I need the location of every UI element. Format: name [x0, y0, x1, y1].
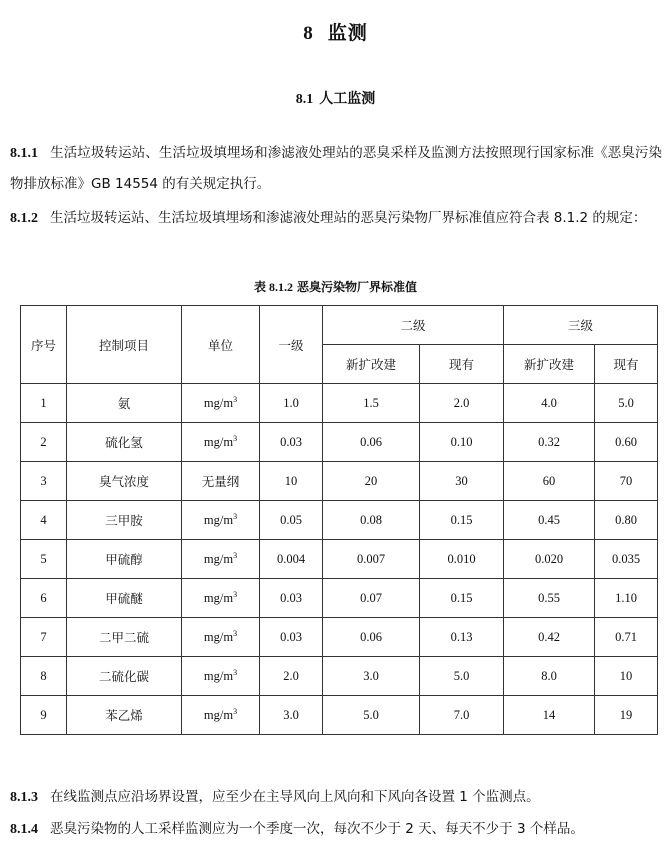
- cell-seq: 7: [21, 618, 67, 657]
- cell-level3-new: 14: [504, 696, 595, 735]
- cell-seq: 2: [21, 423, 67, 462]
- table-row: [21, 657, 658, 696]
- cell-level3-existing: 0.60: [595, 423, 658, 462]
- cell-item: 氨: [67, 384, 182, 423]
- cell-seq: 9: [21, 696, 67, 735]
- cell-item: 二甲二硫: [67, 618, 182, 657]
- table-row: [21, 501, 658, 540]
- cell-level3-new: 0.45: [504, 501, 595, 540]
- clause-number: 8.1.1: [10, 146, 38, 161]
- section-title: 人工监测: [319, 91, 376, 107]
- cell-unit: $mg/m^3$: [182, 618, 260, 657]
- table-caption-number: 表 8.1.2: [253, 280, 293, 294]
- clause-number: 8.1.4: [10, 822, 38, 837]
- clause-number: 8.1.3: [10, 790, 38, 805]
- cell-unit: $mg/m^3$: [182, 696, 260, 735]
- cell-level3-new: 8.0: [504, 657, 595, 696]
- cell-unit: $mg/m^3$: [182, 423, 260, 462]
- table-row: [21, 384, 658, 423]
- section-number: 8.1: [295, 92, 314, 107]
- cell-level2-existing: 7.0: [420, 696, 504, 735]
- table-row: [21, 540, 658, 579]
- cell-level2-existing: 0.010: [420, 540, 504, 579]
- header-seq: 序号: [21, 306, 67, 384]
- clause-number: 8.1.2: [10, 211, 38, 226]
- cell-level3-existing: 0.80: [595, 501, 658, 540]
- cell-item: 三甲胺: [67, 501, 182, 540]
- cell-level2-new: 1.5: [323, 384, 420, 423]
- cell-seq: 3: [21, 462, 67, 501]
- paragraph-text: 恶臭污染物的人工采样监测应为一个季度一次，每次不少于 2 天、每天不少于 3 个样品。: [50, 821, 584, 837]
- table-row: [21, 423, 658, 462]
- cell-level2-existing: 2.0: [420, 384, 504, 423]
- cell-unit: 无量纲: [182, 462, 260, 501]
- header-level2-existing: 现有: [420, 345, 504, 384]
- cell-level3-new: 0.55: [504, 579, 595, 618]
- header-level1: 一级: [260, 306, 323, 384]
- cell-item: 甲硫醚: [67, 579, 182, 618]
- cell-level2-new: 3.0: [323, 657, 420, 696]
- cell-item: 苯乙烯: [67, 696, 182, 735]
- cell-item: 二硫化碳: [67, 657, 182, 696]
- cell-item: 硫化氢: [67, 423, 182, 462]
- chapter-title: 监测: [327, 22, 368, 44]
- cell-unit: $mg/m^3$: [182, 579, 260, 618]
- cell-level1: 0.03: [260, 423, 323, 462]
- paragraph-8-1-1: [10, 138, 662, 199]
- cell-level2-new: 5.0: [323, 696, 420, 735]
- cell-seq: 5: [21, 540, 67, 579]
- cell-level3-new: 4.0: [504, 384, 595, 423]
- cell-level3-existing: 5.0: [595, 384, 658, 423]
- chapter-number: 8: [303, 23, 314, 44]
- cell-level2-existing: 30: [420, 462, 504, 501]
- paragraph-text: 生活垃圾转运站、生活垃圾填埋场和渗滤液处理站的恶臭污染物厂界标准值应符合表 8.1.2 的规定：: [50, 210, 647, 226]
- paragraph-text: 在线监测点应沿场界设置，应至少在主导风向上风向和下风向各设置 1 个监测点。: [50, 789, 540, 805]
- cell-level1: 0.004: [260, 540, 323, 579]
- cell-item: 甲硫醇: [67, 540, 182, 579]
- section-heading: [0, 88, 671, 108]
- cell-level2-new: 0.06: [323, 423, 420, 462]
- cell-level1: 10: [260, 462, 323, 501]
- cell-level1: 1.0: [260, 384, 323, 423]
- cell-level1: 2.0: [260, 657, 323, 696]
- cell-level2-new: 0.06: [323, 618, 420, 657]
- cell-level3-existing: 70: [595, 462, 658, 501]
- cell-seq: 8: [21, 657, 67, 696]
- table-row: [21, 462, 658, 501]
- cell-level2-existing: 0.15: [420, 501, 504, 540]
- cell-level2-existing: 0.15: [420, 579, 504, 618]
- standard-values-table: [20, 305, 658, 735]
- cell-level3-existing: 0.71: [595, 618, 658, 657]
- cell-level1: 0.03: [260, 618, 323, 657]
- header-level3-new: 新扩改建: [504, 345, 595, 384]
- header-level3-existing: 现有: [595, 345, 658, 384]
- cell-level2-existing: 0.13: [420, 618, 504, 657]
- header-level2-new: 新扩改建: [323, 345, 420, 384]
- table-row: [21, 696, 658, 735]
- header-level2: 二级: [323, 306, 504, 345]
- cell-level3-existing: 10: [595, 657, 658, 696]
- paragraph-8-1-2: [10, 203, 662, 234]
- table-row: [21, 579, 658, 618]
- paragraph-8-1-4: [10, 814, 662, 845]
- cell-level3-existing: 19: [595, 696, 658, 735]
- table-header-row: [21, 306, 658, 345]
- cell-level3-new: 0.020: [504, 540, 595, 579]
- cell-level2-new: 20: [323, 462, 420, 501]
- header-item: 控制项目: [67, 306, 182, 384]
- table-caption-title: 恶臭污染物厂界标准值: [297, 280, 418, 294]
- header-level3: 三级: [504, 306, 658, 345]
- cell-level2-new: 0.08: [323, 501, 420, 540]
- cell-level1: 3.0: [260, 696, 323, 735]
- table-caption: [0, 278, 671, 295]
- cell-level2-existing: 0.10: [420, 423, 504, 462]
- chapter-heading: [0, 18, 671, 45]
- cell-unit: $mg/m^3$: [182, 540, 260, 579]
- table-row: [21, 618, 658, 657]
- cell-level1: 0.05: [260, 501, 323, 540]
- cell-level3-new: 60: [504, 462, 595, 501]
- cell-level1: 0.03: [260, 579, 323, 618]
- cell-level3-existing: 0.035: [595, 540, 658, 579]
- cell-item: 臭气浓度: [67, 462, 182, 501]
- cell-level2-new: 0.07: [323, 579, 420, 618]
- cell-unit: $mg/m^3$: [182, 657, 260, 696]
- cell-seq: 4: [21, 501, 67, 540]
- cell-level2-new: 0.007: [323, 540, 420, 579]
- cell-level3-new: 0.42: [504, 618, 595, 657]
- cell-level3-existing: 1.10: [595, 579, 658, 618]
- cell-unit: $mg/m^3$: [182, 501, 260, 540]
- cell-level3-new: 0.32: [504, 423, 595, 462]
- paragraph-text: 生活垃圾转运站、生活垃圾填埋场和渗滤液处理站的恶臭采样及监测方法按照现行国家标准《恶臭污染物排放标准》GB 14554 的有关规定执行。: [10, 145, 662, 192]
- cell-seq: 6: [21, 579, 67, 618]
- header-unit: 单位: [182, 306, 260, 384]
- paragraph-8-1-3: [10, 782, 662, 813]
- cell-level2-existing: 5.0: [420, 657, 504, 696]
- cell-unit: $mg/m^3$: [182, 384, 260, 423]
- cell-seq: 1: [21, 384, 67, 423]
